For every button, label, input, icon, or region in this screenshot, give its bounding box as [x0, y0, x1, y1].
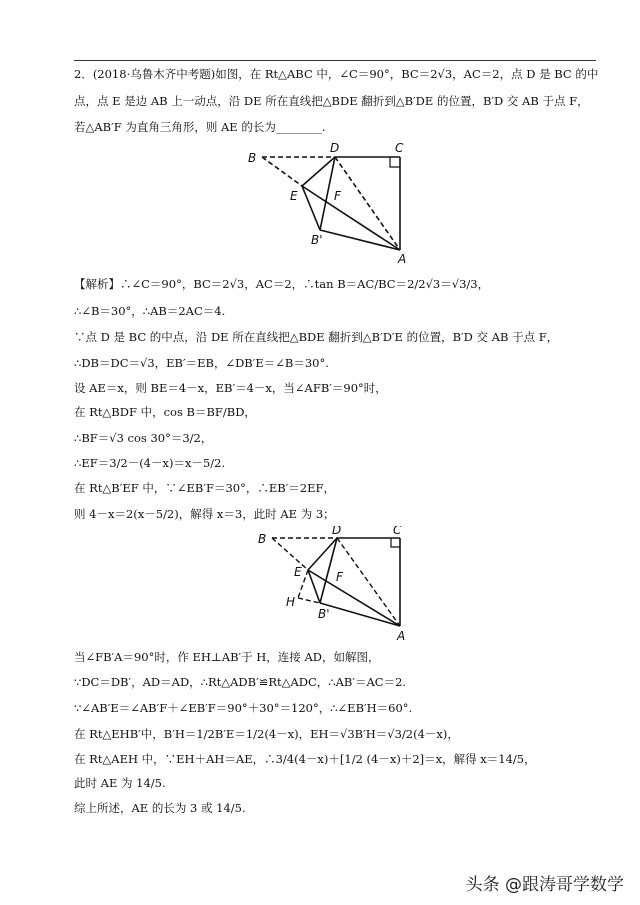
solution-line-2: ∴∠B＝30°，∴AB＝2AC＝4. — [74, 304, 226, 318]
label2-b: B — [258, 532, 267, 546]
seg2-da-dashed — [337, 538, 400, 626]
problem-line-1: 2．(2018·乌鲁木齐中考题)如图，在 Rt△ABC 中，∠C＝90°，BC＝2√3，AC＝2，点 D 是 BC 的中 — [74, 67, 599, 81]
seg2-be-dashed — [272, 538, 308, 570]
label2-d: D — [332, 526, 342, 537]
label-e: E — [290, 189, 298, 203]
solution2-line-7: 综上所述，AE 的长为 3 或 14/5. — [74, 801, 246, 815]
figure-2-svg — [250, 526, 420, 646]
solution-line-6: 在 Rt△BDF 中，cos B＝BF/BD， — [74, 405, 256, 419]
label2-h: H — [286, 595, 296, 609]
label2-f: F — [336, 570, 343, 584]
figure-1 — [240, 140, 420, 265]
solution-line-1: 【解析】∴∠C＝90°，BC＝2√3，AC＝2，∴tan B＝AC/BC＝2/2√3＝√3/3， — [74, 277, 490, 291]
label2-a: A — [397, 629, 406, 643]
seg2-b1a — [320, 603, 400, 626]
solution2-line-6: 此时 AE 为 14/5. — [74, 776, 166, 790]
solution2-line-5: 在 Rt△AEH 中，∵EH＋AH＝AE，∴3/4(4－x)＋[1/2 (4－x)＋2]＝x，解得 x＝14/5， — [74, 752, 536, 766]
seg-be-dashed — [262, 157, 302, 186]
solution-line-3: ∵点 D 是 BC 的中点，沿 DE 所在直线把△BDE 翻折到△B′D′E 的位置，B′D 交 AB 于点 F， — [74, 330, 559, 344]
solution-line-9: 在 Rt△B′EF 中，∵∠EB′F＝30°，∴EB′＝2EF， — [74, 481, 335, 495]
label-b: B — [248, 151, 257, 165]
figure-2 — [250, 526, 420, 646]
seg2-hb1-dashed — [298, 598, 320, 603]
solution-line-10: 则 4－x＝2(x－5/2)，解得 x＝3，此时 AE 为 3； — [74, 507, 335, 521]
label-f: F — [334, 189, 341, 203]
right-angle-c — [390, 157, 400, 167]
label-d: D — [330, 141, 340, 155]
solution-line-8: ∴EF＝3/2－(4－x)＝x－5/2. — [74, 456, 226, 470]
label2-e: E — [294, 565, 302, 579]
label2-c: C — [393, 526, 402, 537]
solution2-line-4: 在 Rt△EHB′中，B′H＝1/2B′E＝1/2(4－x)，EH＝√3B′H＝√3/2(4－x)， — [74, 727, 459, 741]
label-b-prime: B' — [311, 233, 323, 247]
right-angle-c2 — [391, 538, 400, 547]
watermark: 头条 @跟涛哥学数学 — [465, 875, 624, 895]
solution-line-4: ∴DB＝DC＝√3，EB′＝EB，∠DB′E＝∠B＝30°. — [74, 356, 329, 370]
solution2-line-3: ∵∠AB′E＝∠AB′F＋∠EB′F＝90°＋30°＝120°，∴∠EB′H＝60°. — [74, 701, 413, 715]
solution-line-5: 设 AE＝x，则 BE＝4－x，EB′＝4－x，当∠AFB′＝90°时， — [74, 381, 387, 395]
solution2-line-1: 当∠FB′A＝90°时，作 EH⊥AB′于 H，连接 AD，如解图， — [74, 650, 380, 664]
solution-line-7: ∴BF＝√3 cos 30°＝3/2， — [74, 431, 213, 445]
seg2-eb1 — [308, 570, 320, 603]
solution2-line-2: ∵DC＝DB′，AD＝AD，∴Rt△ADB′≌Rt△ADC，∴AB′＝AC＝2. — [74, 675, 407, 689]
figure-1-svg — [240, 140, 420, 265]
label-a: A — [398, 252, 407, 265]
problem-line-2: 点，点 E 是边 AB 上一动点，沿 DE 所在直线把△BDE 翻折到△B′DE 的位置，B′D 交 AB 于点 F， — [74, 94, 589, 108]
label-c: C — [395, 141, 404, 155]
problem-line-3: 若△AB′F 为直角三角形，则 AE 的长为________. — [74, 120, 326, 134]
top-rule — [74, 60, 596, 61]
label2-b-prime: B' — [318, 607, 330, 621]
